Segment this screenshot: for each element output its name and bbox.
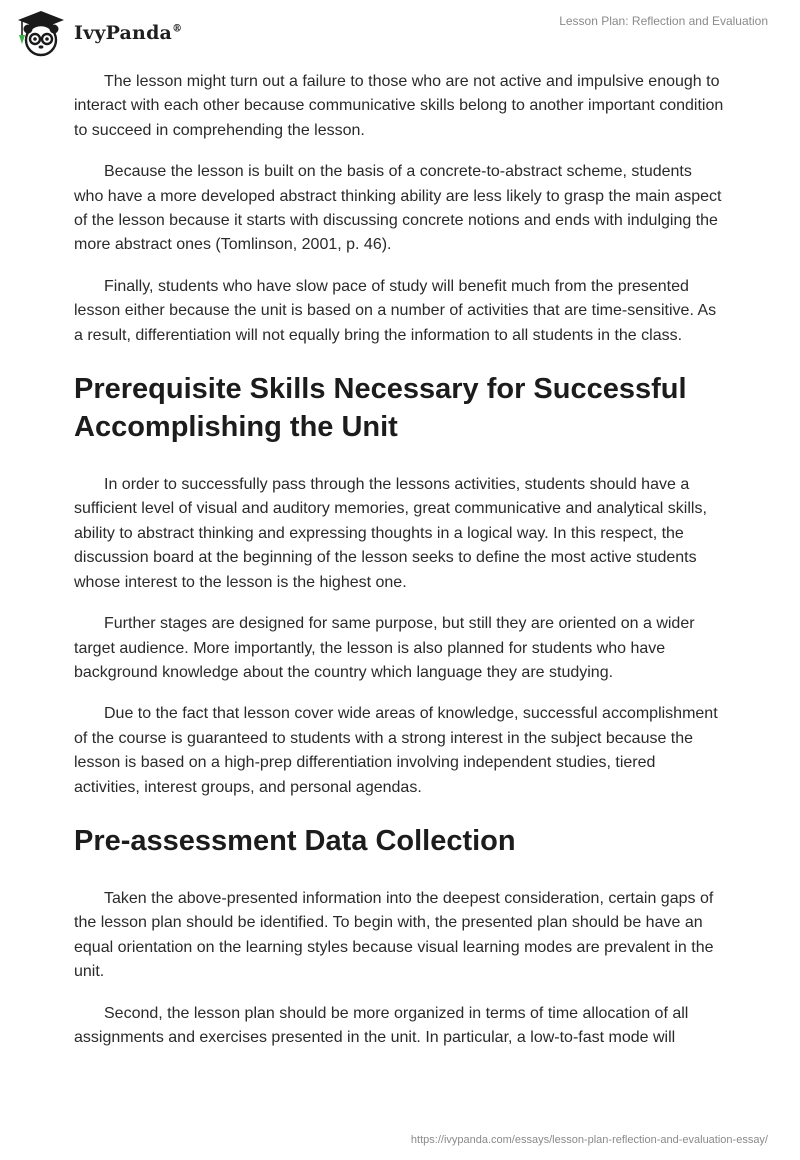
paragraph: Taken the above-presented information into the deepest consideration, certain gaps of the lesson plan should be identified. To begin with, the presented plan should be have an equal orientation on the learning styles because visual learning modes are prevalent in the unit. (74, 889, 714, 981)
panda-graduation-cap-icon (14, 8, 68, 58)
brand-name: IvyPanda® (74, 22, 183, 44)
paragraph: Due to the fact that lesson cover wide areas of knowledge, successful accomplishment of the course is guaranteed to students with a strong interest in the subject because the lesson is based on a high-prep differentiation involving independent studies, tiered activities, interest groups, and personal agendas. (74, 705, 718, 796)
paragraph: Finally, students who have slow pace of study will benefit much from the presented lesson either because the unit is based on a number of activities that are time-sensitive. As a result, differentiation will not equally bring the information to all students in the class. (74, 277, 717, 344)
brand-logo[interactable] (14, 8, 182, 58)
section-heading: Pre-assessment Data Collection (74, 824, 516, 857)
paragraph: In order to successfully pass through the lessons activities, students should have a sufficient level of visual and auditory memories, great communicative and analytical skills, ability to abstract thinking and expressing thoughts in a logical way. In this respect, the discussion board at the beginning of the lesson seeks to define the most active students whose interest to the lesson is the highest one. (74, 476, 707, 591)
essay-content (74, 70, 724, 1067)
section-heading: Prerequisite Skills Necessary for Successful Accomplishing the Unit (74, 373, 687, 444)
paragraph: The lesson might turn out a failure to those who are not active and impulsive enough to interact with each other because communicative skills belong to another important condition to succeed in comprehending the lesson. (74, 73, 724, 139)
paragraph: Because the lesson is built on the basis of a concrete-to-abstract scheme, students who have a more developed abstract thinking ability are less likely to grasp the main aspect of the lesson because it starts with discussing concrete notions and ends with indulging the more abstract ones (Tomlinson, 2001, p. 46). (74, 163, 722, 254)
page-header (0, 0, 800, 70)
source-url[interactable]: https://ivypanda.com/essays/lesson-plan-reflection-and-evaluation-essay/ (410, 1134, 768, 1146)
document-title: Lesson Plan: Reflection and Evaluation (559, 14, 768, 28)
paragraph: Second, the lesson plan should be more organized in terms of time allocation of all assignments and exercises presented in the unit. In particular, a low-to-fast mode will (74, 1004, 689, 1046)
paragraph: Further stages are designed for same purpose, but still they are oriented on a wider target audience. More importantly, the lesson is also planned for students who have background knowledge about the country which language they are studying. (74, 615, 695, 681)
